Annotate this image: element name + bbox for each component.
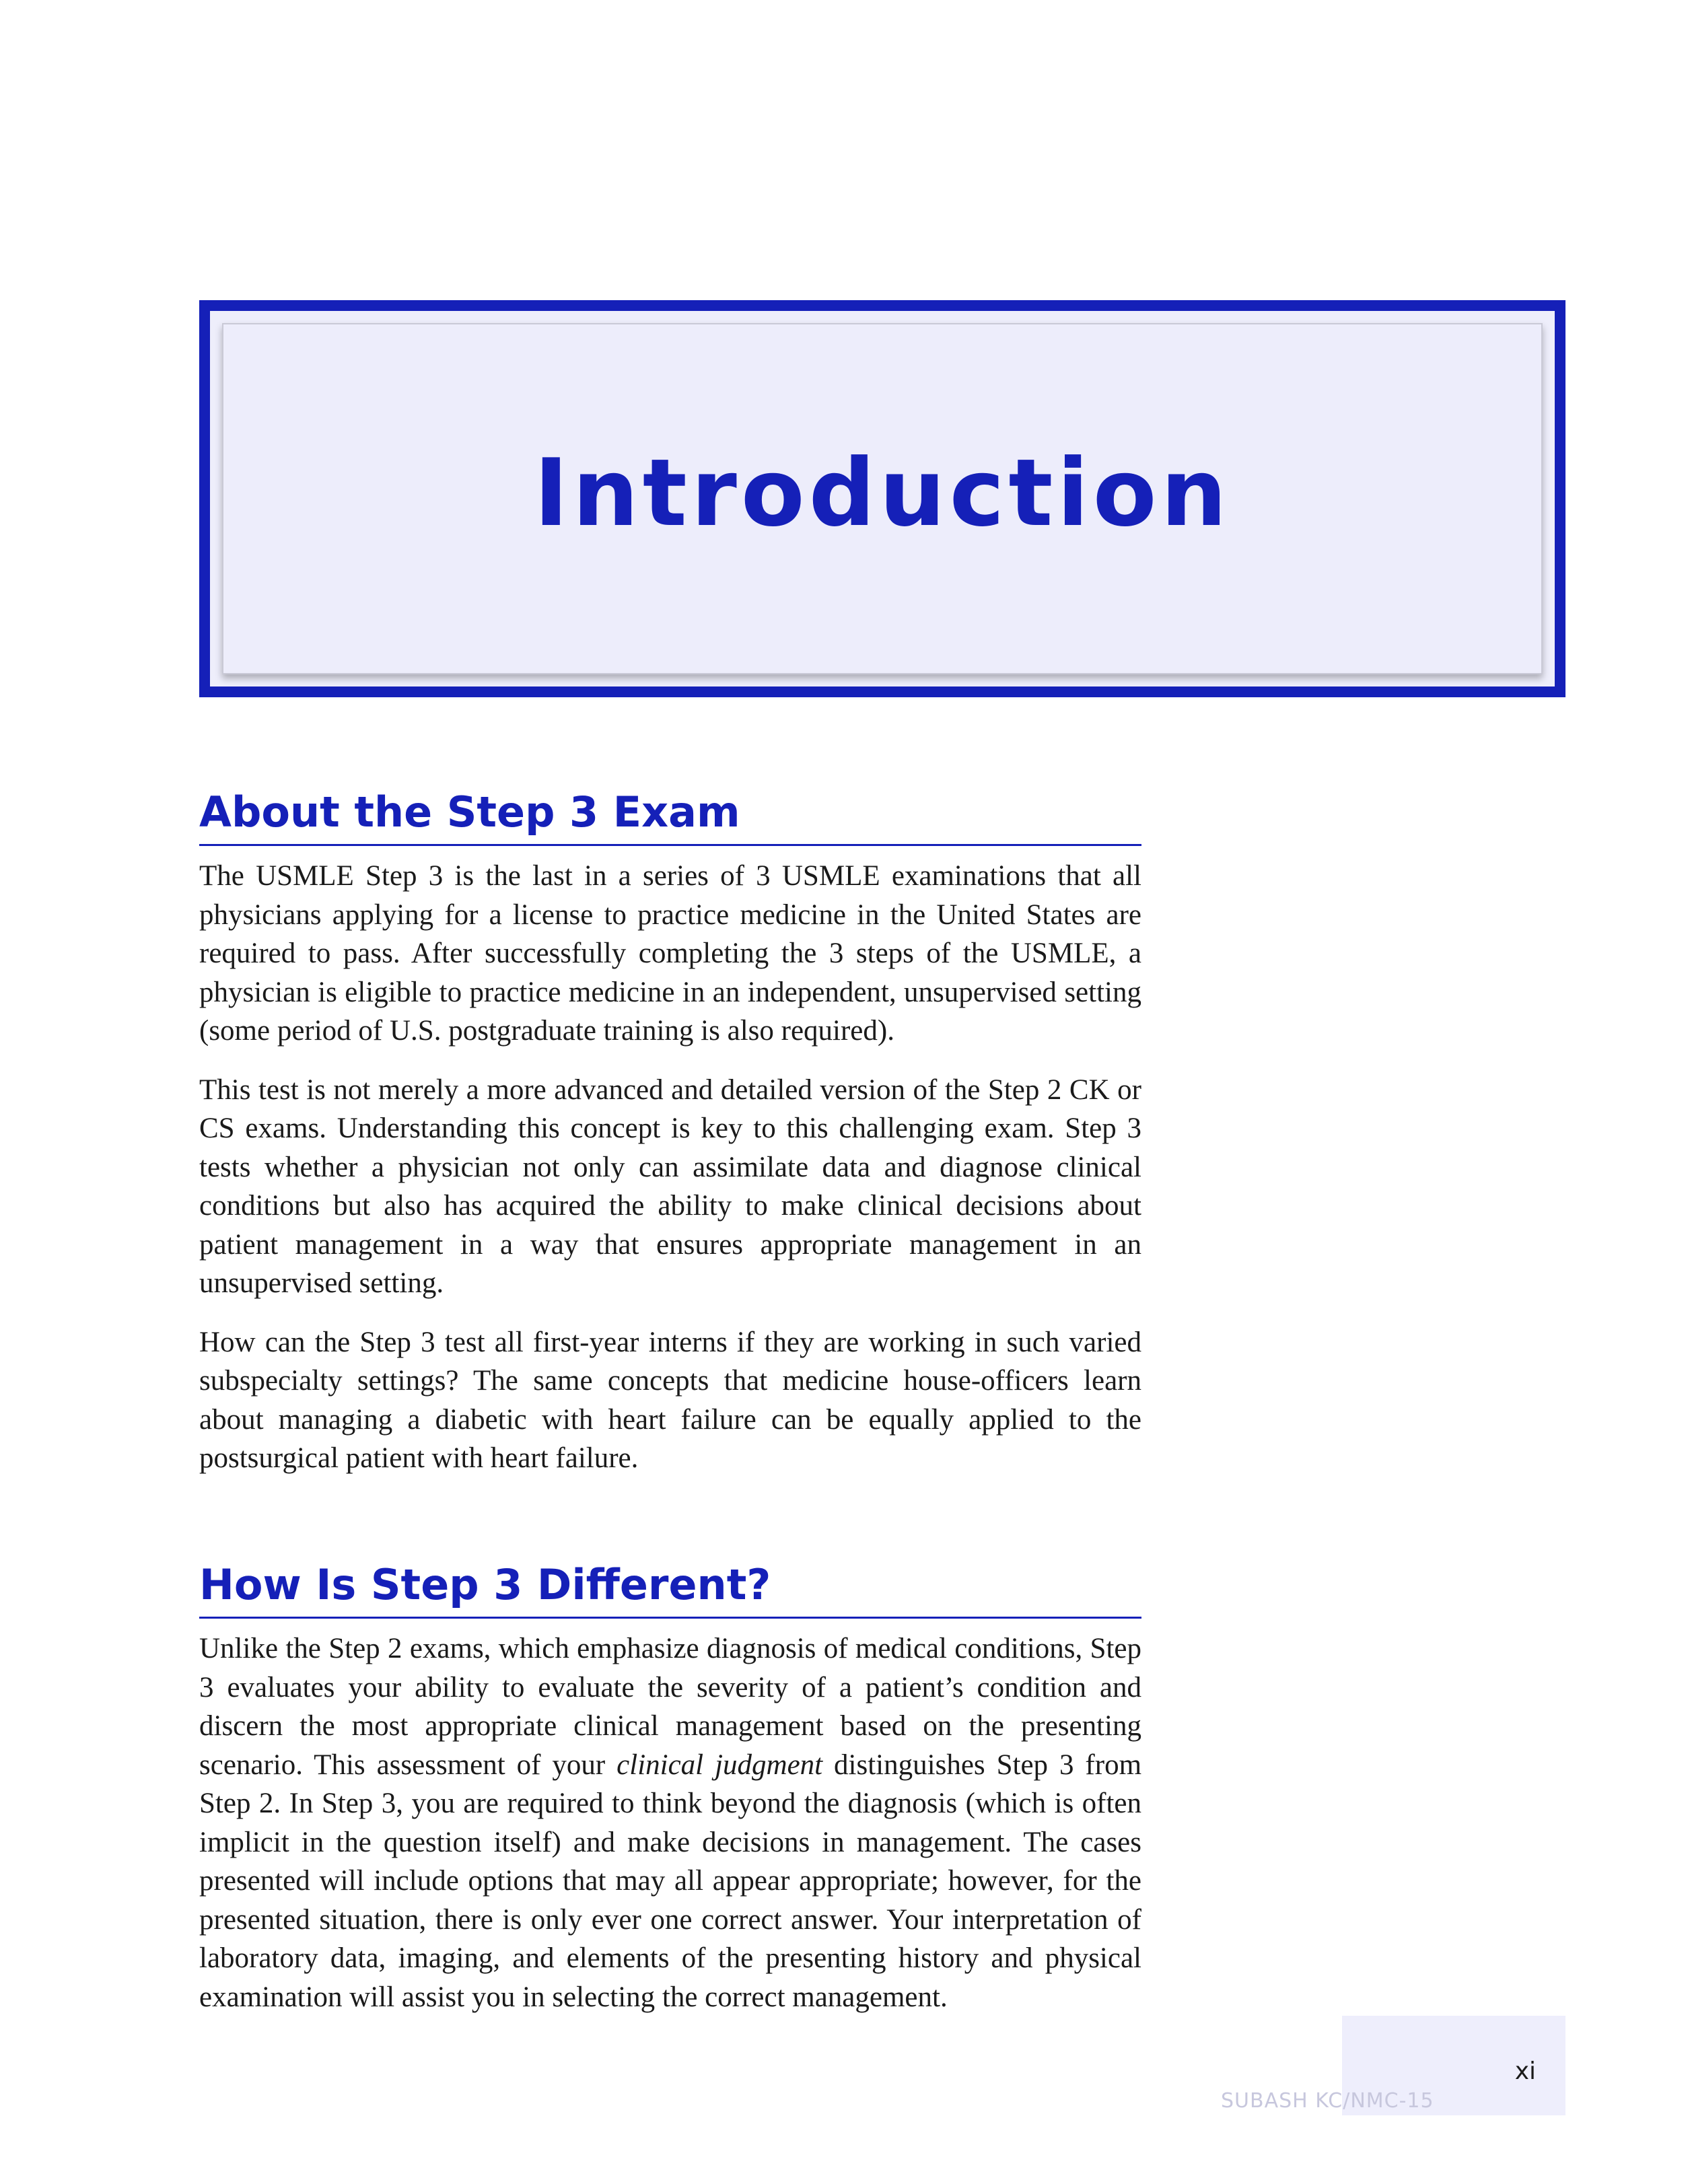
section-how-different xyxy=(199,1560,1141,2016)
chapter-title-panel xyxy=(222,323,1543,674)
paragraph xyxy=(199,1629,1141,2016)
emphasis-text: clinical judgment xyxy=(617,1749,823,1781)
section-heading: About the Step 3 Exam xyxy=(199,787,1141,846)
watermark: SUBASH KC/NMC-15 xyxy=(1221,2089,1434,2113)
paragraph-text: Unlike the Step 2 exams, which emphasize diagnosis of medical conditions, Step 3 evaluates your ability to evaluate the severity of a patient’s condition and discern the most appropriate clinical management based on the presenting scenario. This assessment of your xyxy=(199,1633,1141,1781)
paragraph: How can the Step 3 test all first-year interns if they are working in such varied subspecialty settings? The same concepts that medicine house-officers learn about managing a diabetic with heart failure can be equally applied to the postsurgical patient with heart failure. xyxy=(199,1326,1141,1475)
page-number: xi xyxy=(1514,2057,1536,2085)
paragraph: This test is not merely a more advanced and detailed version of the Step 2 CK or CS exams. Understanding this concept is key to this challenging exam. Step 3 tests whether a physician not only can assimilate data and diagnose clinical conditions but also has acquired the ability to make clinical decisions about patient management in a way that ensures appropriate management in an unsupervised setting. xyxy=(199,1073,1141,1300)
section-about-step3 xyxy=(199,787,1141,1478)
chapter-title: Introduction xyxy=(534,438,1231,547)
chapter-title-frame xyxy=(199,300,1565,697)
paragraph: The USMLE Step 3 is the last in a series of 3 USMLE examinations that all physicians applying for a license to practice medicine in the United States are required to pass. After successfully completing the 3 steps of the USMLE, a physician is eligible to practice medicine in an independent, unsupervised setting (some period of U.S. postgraduate training is also required). xyxy=(199,860,1141,1047)
section-heading: How Is Step 3 Different? xyxy=(199,1560,1141,1619)
paragraph-text: distinguishes Step 3 from Step 2. In Step 3, you are required to think beyond the diagnosis (which is often implicit in the question itself) and make decisions in management. The cases presented will include options that may all appear appropriate; however, for the presented situation, there is only ever one correct answer. Your interpretation of laboratory data, imaging, and elements of the presenting history and physical examination will assist you in selecting the correct management. xyxy=(199,1749,1142,2013)
